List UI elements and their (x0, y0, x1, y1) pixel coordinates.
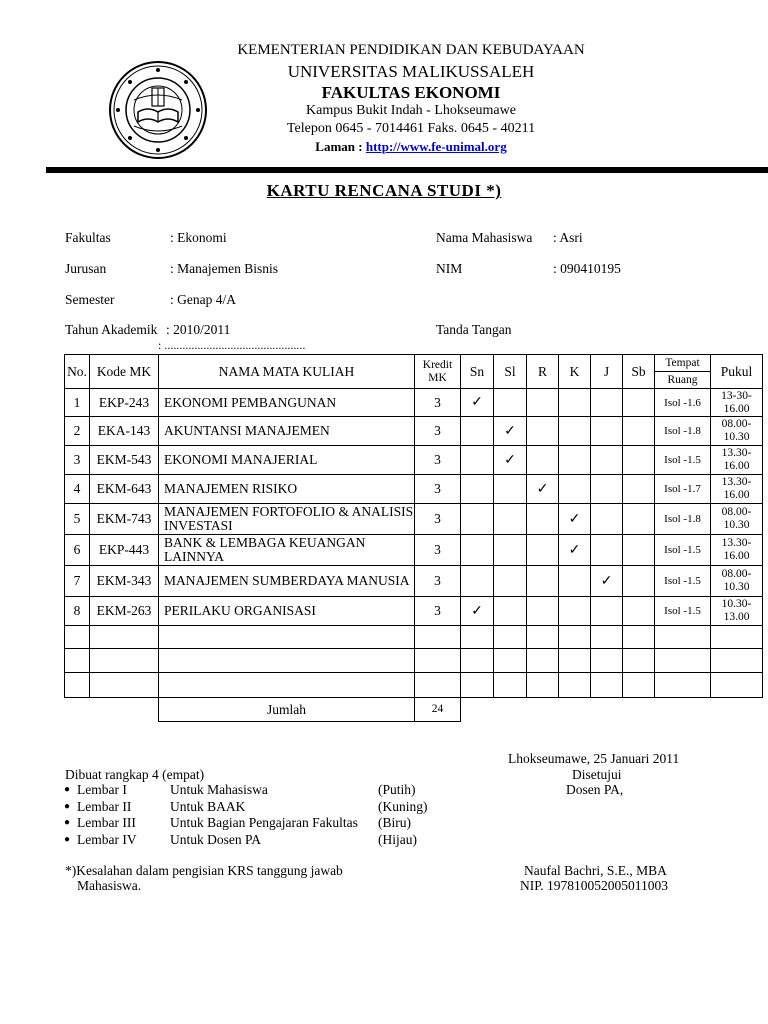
cell-kredit: 3 (415, 535, 461, 566)
cell-day-sl (494, 475, 527, 504)
header-sb: Sb (623, 355, 655, 389)
cell-nama: EKONOMI MANAJERIAL (159, 446, 415, 475)
cell-kredit: 3 (415, 417, 461, 446)
cell-day-j (591, 389, 623, 417)
checkmark-icon: ✓ (504, 423, 516, 439)
cell-no: 2 (65, 417, 90, 446)
cell-ruang: Isol -1.5 (655, 597, 711, 626)
empty-cell (159, 649, 415, 673)
empty-cell (65, 673, 90, 698)
cell-day-r (527, 475, 559, 504)
cell-day-j (591, 566, 623, 597)
empty-cell (559, 626, 591, 649)
cell-kredit: 3 (415, 446, 461, 475)
bullet-icon: ● (64, 784, 71, 795)
cell-pukul: 08.00-10.30 (711, 417, 763, 446)
checkmark-icon: ✓ (600, 573, 613, 589)
cell-day-r (527, 446, 559, 475)
empty-cell (591, 626, 623, 649)
empty-cell (65, 649, 90, 673)
bullet-icon: ● (64, 817, 71, 828)
empty-cell (90, 649, 159, 673)
checkmark-icon: ✓ (504, 452, 516, 468)
table-row (65, 535, 763, 566)
cell-day-sb (623, 535, 655, 566)
empty-cell (461, 649, 494, 673)
cell-day-j (591, 446, 623, 475)
cell-nama: EKONOMI PEMBANGUNAN (159, 389, 415, 417)
cell-day-k (559, 475, 591, 504)
cell-no: 5 (65, 504, 90, 535)
cell-kredit: 3 (415, 566, 461, 597)
cell-pukul: 13.30-16.00 (711, 535, 763, 566)
cell-nama: MANAJEMEN FORTOFOLIO & ANALISIS INVESTASI (159, 504, 415, 535)
bullet-icon: ● (64, 834, 71, 845)
empty-cell (711, 673, 763, 698)
copy-sheet: Lembar I (77, 782, 127, 797)
header-j: J (591, 355, 623, 389)
cell-day-r (527, 389, 559, 417)
cell-pukul: 08.00-10.30 (711, 504, 763, 535)
cell-day-r (527, 597, 559, 626)
header-ruang: Ruang (655, 372, 711, 389)
checkmark-icon: ✓ (536, 481, 549, 497)
empty-cell (655, 649, 711, 673)
header-sl: Sl (494, 355, 527, 389)
cell-day-sn (461, 389, 494, 417)
cell-day-sn (461, 566, 494, 597)
tahun-label: Tahun Akademik (65, 322, 158, 337)
table-row (65, 417, 763, 446)
header-no: No. (65, 355, 90, 389)
cell-day-sl (494, 597, 527, 626)
empty-cell (711, 649, 763, 673)
website-line (0, 139, 768, 155)
website-link[interactable]: http://www.fe-unimal.org (365, 139, 507, 154)
cell-day-sn (461, 597, 494, 626)
cell-day-sn (461, 535, 494, 566)
cell-ruang: Isol -1.5 (655, 566, 711, 597)
empty-cell (90, 673, 159, 698)
cell-day-r (527, 535, 559, 566)
cell-nama: MANAJEMEN SUMBERDAYA MANUSIA (159, 566, 415, 597)
cell-day-k (559, 535, 591, 566)
total-row (65, 698, 763, 722)
cell-ruang: Isol -1.8 (655, 504, 711, 535)
empty-cell (461, 626, 494, 649)
cell-kode: EKM-643 (90, 475, 159, 504)
nim-value: : 090410195 (553, 261, 621, 276)
cell-kode: EKM-263 (90, 597, 159, 626)
cell-day-sb (623, 417, 655, 446)
table-row (65, 475, 763, 504)
blank-cell (65, 698, 90, 722)
cell-day-k (559, 504, 591, 535)
advisor-nip: NIP. 197810052005011003 (520, 878, 669, 893)
nama-value: : Asri (553, 230, 583, 245)
copy-color: (Biru) (378, 815, 411, 830)
page-title: KARTU RENCANA STUDI *) (266, 181, 502, 200)
signature-label: Tanda Tangan (436, 322, 512, 337)
empty-cell (591, 673, 623, 698)
note-line1: *)Kesalahan dalam pengisian KRS tanggung jawab (65, 863, 343, 878)
cell-no: 8 (65, 597, 90, 626)
cell-pukul: 13.30-16.00 (711, 446, 763, 475)
approver-role: Dosen PA, (566, 782, 624, 797)
total-label: Jumlah (159, 698, 415, 722)
copy-color: (Putih) (378, 782, 416, 797)
header-pukul: Pukul (711, 355, 763, 389)
cell-no: 3 (65, 446, 90, 475)
cell-day-sl (494, 446, 527, 475)
cell-day-sn (461, 446, 494, 475)
cell-day-j (591, 417, 623, 446)
header-kredit: Kredit MK (415, 355, 461, 389)
cell-no: 7 (65, 566, 90, 597)
empty-cell (655, 626, 711, 649)
empty-cell (415, 673, 461, 698)
cell-day-r (527, 504, 559, 535)
cell-day-sl (494, 535, 527, 566)
empty-cell (655, 673, 711, 698)
cell-nama: MANAJEMEN RISIKO (159, 475, 415, 504)
empty-cell (623, 649, 655, 673)
approved-label: Disetujui (572, 767, 622, 782)
copy-purpose: Untuk BAAK (170, 799, 246, 814)
empty-cell (65, 626, 90, 649)
cell-day-sb (623, 597, 655, 626)
cell-day-k (559, 446, 591, 475)
empty-cell (559, 649, 591, 673)
empty-cell (591, 649, 623, 673)
note-line2: Mahasiswa. (77, 878, 142, 893)
copy-purpose: Untuk Bagian Pengajaran Fakultas (170, 815, 358, 830)
cell-nama: BANK & LEMBAGA KEUANGAN LAINNYA (159, 535, 415, 566)
cell-pukul: 08.00-10.30 (711, 566, 763, 597)
header-nama: NAMA MATA KULIAH (159, 355, 415, 389)
copy-color: (Kuning) (378, 799, 428, 814)
empty-row (65, 626, 763, 649)
semester-value: : Genap 4/A (170, 292, 236, 307)
cell-day-j (591, 535, 623, 566)
cell-kode: EKM-743 (90, 504, 159, 535)
cell-nama: PERILAKU ORGANISASI (159, 597, 415, 626)
header-r: R (527, 355, 559, 389)
cell-day-sb (623, 389, 655, 417)
cell-day-j (591, 475, 623, 504)
blank-cell (461, 698, 763, 722)
cell-day-sn (461, 417, 494, 446)
cell-day-r (527, 417, 559, 446)
cell-day-sl (494, 389, 527, 417)
empty-cell (159, 673, 415, 698)
copy-sheet: Lembar III (77, 815, 136, 830)
cell-day-k (559, 597, 591, 626)
empty-cell (527, 673, 559, 698)
cell-kredit: 3 (415, 389, 461, 417)
cell-kredit: 3 (415, 597, 461, 626)
copy-sheet: Lembar IV (77, 832, 137, 847)
cell-day-sn (461, 475, 494, 504)
cell-no: 6 (65, 535, 90, 566)
empty-cell (90, 626, 159, 649)
cell-kode: EKM-343 (90, 566, 159, 597)
empty-cell (461, 673, 494, 698)
empty-cell (494, 649, 527, 673)
cell-kode: EKM-543 (90, 446, 159, 475)
website-label: Laman : (315, 139, 366, 154)
header-k: K (559, 355, 591, 389)
empty-cell (494, 673, 527, 698)
cell-day-sn (461, 504, 494, 535)
total-value: 24 (415, 698, 461, 722)
cell-ruang: Isol -1.5 (655, 535, 711, 566)
cell-day-sl (494, 504, 527, 535)
empty-cell (623, 673, 655, 698)
cell-kode: EKA-143 (90, 417, 159, 446)
cell-no: 1 (65, 389, 90, 417)
copies-title: Dibuat rangkap 4 (empat) (65, 767, 205, 782)
course-table (64, 354, 763, 722)
cell-day-sb (623, 504, 655, 535)
empty-cell (623, 626, 655, 649)
advisor-name: Naufal Bachri, S.E., MBA (524, 863, 667, 878)
cell-ruang: Isol -1.7 (655, 475, 711, 504)
cell-day-sb (623, 475, 655, 504)
table-row (65, 566, 763, 597)
phone-fax: Telepon 0645 - 7014461 Faks. 0645 - 40211 (286, 121, 536, 136)
copy-sheet: Lembar II (77, 799, 132, 814)
cell-day-r (527, 566, 559, 597)
cell-pukul: 13.30-16.00 (711, 475, 763, 504)
cell-ruang: Isol -1.6 (655, 389, 711, 417)
empty-row (65, 649, 763, 673)
cell-day-sb (623, 566, 655, 597)
cell-pukul: 13-30-16.00 (711, 389, 763, 417)
checkmark-icon: ✓ (471, 395, 483, 410)
table-row (65, 504, 763, 535)
semester-label: Semester (65, 292, 115, 307)
university-name: UNIVERSITAS MALIKUSSALEH (287, 62, 535, 81)
table-row (65, 389, 763, 417)
fakultas-label: Fakultas (65, 230, 111, 245)
checkmark-icon: ✓ (568, 542, 581, 558)
faculty-name: FAKULTAS EKONOMI (321, 83, 501, 102)
jurusan-label: Jurusan (65, 261, 107, 276)
bullet-icon: ● (64, 801, 71, 812)
checkmark-icon: ✓ (568, 511, 581, 527)
cell-kredit: 3 (415, 475, 461, 504)
copy-color: (Hijau) (378, 832, 417, 847)
empty-cell (159, 626, 415, 649)
cell-pukul: 10.30-13.00 (711, 597, 763, 626)
empty-cell (527, 649, 559, 673)
ministry-name: KEMENTERIAN PENDIDIKAN DAN KEBUDAYAAN (237, 42, 585, 58)
cell-day-sl (494, 566, 527, 597)
fakultas-value: : Ekonomi (170, 230, 227, 245)
cell-day-k (559, 417, 591, 446)
jurusan-value: : Manajemen Bisnis (170, 261, 278, 276)
header-tempat: Tempat (655, 355, 711, 372)
cell-nama: AKUNTANSI MANAJEMEN (159, 417, 415, 446)
tahun-value: : 2010/2011 (166, 322, 231, 337)
cell-day-sl (494, 417, 527, 446)
checkmark-icon: ✓ (471, 603, 483, 619)
place-date: Lhokseumawe, 25 Januari 2011 (508, 751, 680, 766)
cell-kode: EKP-443 (90, 535, 159, 566)
table-row (65, 446, 763, 475)
cell-kredit: 3 (415, 504, 461, 535)
empty-cell (527, 626, 559, 649)
cell-day-k (559, 389, 591, 417)
empty-cell (415, 626, 461, 649)
nama-label: Nama Mahasiswa (436, 230, 533, 245)
cell-kode: EKP-243 (90, 389, 159, 417)
blank-cell (90, 698, 159, 722)
copy-purpose: Untuk Mahasiswa (170, 782, 268, 797)
campus-address: Kampus Bukit Indah - Lhokseumawe (306, 103, 516, 118)
cell-day-k (559, 566, 591, 597)
empty-row (65, 673, 763, 698)
header-divider (46, 167, 768, 173)
header-kode: Kode MK (90, 355, 159, 389)
empty-cell (711, 626, 763, 649)
signature-line: : ............................................... (158, 338, 306, 352)
empty-cell (559, 673, 591, 698)
cell-day-sb (623, 446, 655, 475)
empty-cell (415, 649, 461, 673)
table-row (65, 597, 763, 626)
copy-purpose: Untuk Dosen PA (170, 832, 262, 847)
empty-cell (494, 626, 527, 649)
cell-day-j (591, 597, 623, 626)
cell-ruang: Isol -1.8 (655, 417, 711, 446)
nim-label: NIM (436, 261, 463, 276)
cell-ruang: Isol -1.5 (655, 446, 711, 475)
cell-no: 4 (65, 475, 90, 504)
header-sn: Sn (461, 355, 494, 389)
cell-day-j (591, 504, 623, 535)
